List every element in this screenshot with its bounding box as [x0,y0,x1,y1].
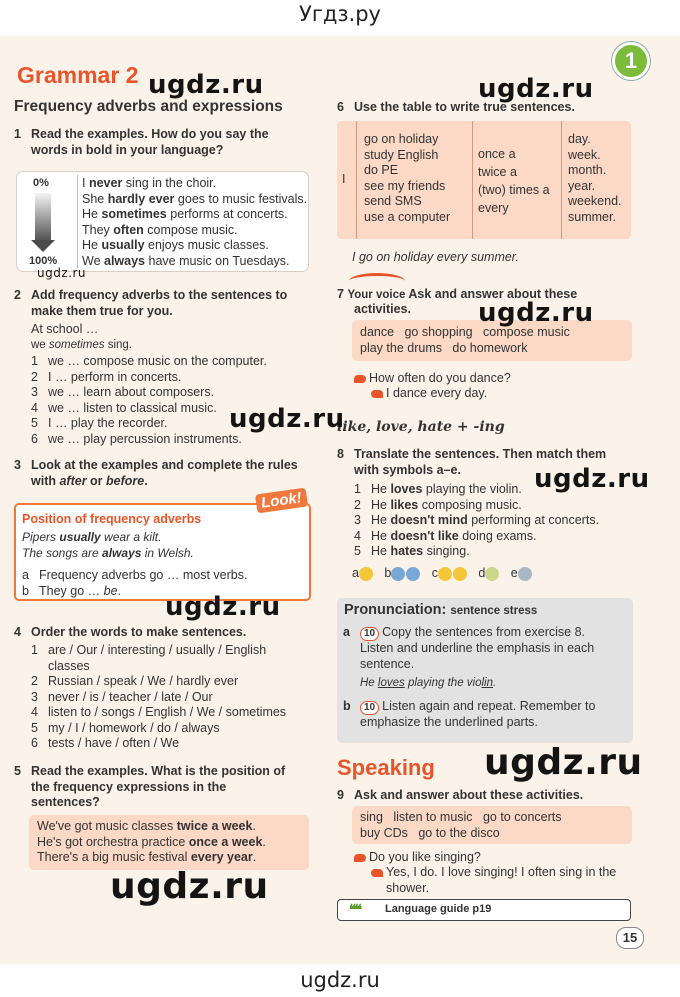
exercise-text: Look at the examples and complete the rules with after or before. [31,458,298,488]
example-sentence: we sometimes sing. [31,338,133,351]
language-guide-label[interactable]: Language guide p19 [385,903,492,915]
like-love-hate-heading: like, love, hate + -ing [337,419,505,435]
list-item: 2 I … perform in concerts. [31,369,182,384]
table-cell: every [478,201,509,215]
table-example-sentence: I go on holiday every summer. [352,250,519,264]
pron-line: emphasize the underlined parts. [360,715,538,729]
your-voice-label: Your voice [347,289,406,301]
list-item: 2 He likes composing music. [354,497,522,512]
list-item: 5 my / I / homework / do / always [31,720,220,735]
audio-track-icon: 10 [360,627,379,641]
speech-bubble-icon [354,854,366,862]
watermark-text: ugdz.ru [534,464,650,494]
list-item: 5 I … play the recorder. [31,416,168,430]
table-divider [561,121,562,239]
exercise-text: Add frequency adverbs to the sentences to make them true for you. [31,288,288,318]
watermark-text: ugdz.ru [478,74,594,104]
look-box-title: Position of frequency adverbs [22,512,202,526]
table-cell: week. [568,147,601,162]
exercise-4-instruction [14,625,304,641]
sad-face-icon [518,567,532,581]
audio-track-icon: 10 [360,701,379,715]
speech-bubble-icon [354,375,366,383]
pronunciation-part-a [343,625,594,692]
example-line: There's a big music festival every year. [37,850,257,864]
example-line: He usually enjoys music classes. [82,238,269,252]
exercise-4-items [31,643,286,752]
symbol-label: b [384,566,392,580]
happy-face-icon [453,567,467,581]
exercise-text: Ask and answer about these [408,287,578,301]
watermark-text: ugdz.ru [165,592,281,622]
watermark-text: ugdz.ru [110,866,269,907]
symbol-label: e [510,566,518,580]
pron-example: He loves playing the violin. [360,677,497,689]
example-line: We always have music on Tuesdays. [82,253,290,268]
table-cell: (two) times a [478,183,550,197]
frequency-examples-list [82,176,307,269]
table-subject: I [342,172,346,186]
table-cell: send SMS [364,194,422,208]
list-item: 6 tests / have / often / We [31,736,180,750]
words-line: play the drums do homework [360,340,528,355]
table-cell: see my friends [364,178,446,193]
pron-line: Listen and underline the emphasis in each [360,641,595,655]
example-line: I never sing in the choir. [82,176,217,190]
table-cell: year. [568,178,596,193]
table-divider [356,121,357,239]
words-line: dance go shopping compose music [360,325,570,339]
dialogue-answer [371,865,616,896]
example-line: The songs are always in Welsh. [22,545,194,560]
exercise-text: Use the table to write true sentences. [354,100,575,114]
exercise-number: 3 [14,458,21,472]
site-footer: ugdz.ru [300,968,380,992]
rule-line: b They go … be. [22,583,122,598]
watermark-text: ugdz.ru [484,742,643,783]
table-activities [364,132,450,225]
watermark-text: ugdz.ru [229,404,345,434]
example-line: He sometimes performs at concerts. [82,207,288,221]
exercise-9-instruction [337,788,627,804]
table-cell: day. [568,132,591,146]
exercise-number: 5 [14,764,21,778]
site-header: Угдз.ру [299,2,381,26]
intro-text: At school … [31,322,99,336]
table-frequency [478,145,550,217]
percent-hundred-label: 100% [29,255,58,267]
dialogue-question: Do you like singing? [354,850,481,866]
exercise-number: 9 [337,788,344,802]
watermark-text: ugdz.ru [478,298,594,328]
exercise-1-instruction [14,127,304,158]
exercise-text: Ask and answer about these activities. [354,788,584,802]
percent-zero-label: 0% [33,177,49,189]
exercise-7-words [360,325,570,356]
table-cell: do PE [364,163,399,177]
page-number: 15 [616,927,644,949]
table-cell: month. [568,163,607,177]
table-cell: use a computer [364,209,451,224]
pronunciation-part-b [343,699,595,731]
list-item: 3 never / is / teacher / late / Our [31,689,213,704]
answer-line: Yes, I do. I love singing! I often sing in the [371,865,616,881]
exercise-number: 7 [337,287,344,301]
exercise-3-instruction [14,458,304,489]
grammar-title: Grammar 2 [17,62,139,88]
pronunciation-title: Pronunciation: sentence stress [344,602,538,618]
list-item: classes [48,658,90,673]
exercise-text: Read the examples. What is the position of the frequency expressions in the sentences? [31,764,286,809]
words-line: buy CDs go to the disco [360,825,500,840]
exercise-5-examples [37,819,266,866]
table-cell: twice a [478,165,517,179]
list-item: 4 He doesn't like doing exams. [354,528,537,543]
quote-marks-icon: ❝❝ [349,901,361,917]
dialogue-question: How often do you dance? [354,371,511,387]
list-item: 3 we … learn about composers. [31,385,215,399]
exercise-text: Translate the sentences. Then match them with symbols a–e. [354,447,607,477]
happy-face-icon [438,567,452,581]
exercise-2-intro [31,322,132,353]
exercise-number: 2 [14,288,21,302]
unit-number-badge: 1 [612,42,650,80]
exercise-9-words [360,810,561,841]
neutral-face-icon [485,567,499,581]
table-cell: study English [364,147,439,162]
list-item: 1 are / Our / interesting / usually / English [31,643,267,657]
dialogue-answer: I dance every day. [371,386,487,402]
example-line: Pipers usually wear a kilt. [22,530,162,544]
table-cell: go on holiday [364,132,439,146]
pron-line: sentence. [360,656,415,671]
rule-line: a Frequency adverbs go … most verbs. [22,568,248,582]
example-line: They often compose music. [82,222,238,237]
example-line: She hardly ever goes to music festivals. [82,191,308,206]
table-cell: weekend. [568,194,622,208]
speaking-title: Speaking [337,755,435,780]
sad-face-icon [391,567,405,581]
exercise-5-instruction [14,764,294,811]
exercise-text: Read the examples. How do you say the words in bold in your language? [31,127,269,157]
watermark-text: ugdz.ru [148,70,264,100]
list-item: 1 He loves playing the violin. [354,482,522,496]
list-item: 2 Russian / speak / We / hardly ever [31,674,239,688]
exercise-number: 8 [337,447,344,461]
look-tag: Look! [255,488,308,514]
sad-face-icon [406,567,420,581]
list-item: 3 He doesn't mind performing at concerts. [354,513,600,527]
table-cell: once a [478,147,516,161]
watermark-text: ugdz.ru [37,266,86,280]
example-line: He's got orchestra practice once a week. [37,834,266,849]
exercise-number: 1 [14,127,21,141]
emotion-symbols [352,566,533,581]
frequency-arrowhead-icon [31,240,55,252]
look-box-examples [22,530,194,561]
table-periods [568,132,622,225]
table-cell: summer. [568,209,616,224]
example-line: We've got music classes twice a week. [37,819,256,833]
box-divider [77,175,78,268]
answer-line: shower. [386,880,430,895]
happy-face-icon [359,567,373,581]
exercise-number: 4 [14,625,21,639]
symbol-label: d [478,566,486,580]
list-item: 4 listen to / songs / English / We / sometimes [31,705,287,719]
frequency-scale-arrow-icon [35,193,51,241]
pron-line: b 10 Listen again and repeat. Remember to [343,699,596,713]
exercise-7-text-line2: activities. [354,302,411,316]
list-item: 6 we … play percussion instruments. [31,431,242,446]
list-item: 4 we … listen to classical music. [31,400,217,415]
list-item: 1 we … compose music on the computer. [31,354,267,368]
table-divider [472,121,473,239]
symbol-label: c [431,566,438,580]
list-item: 5 He hates singing. [354,544,470,558]
exercise-text: Order the words to make sentences. [31,625,247,639]
speech-bubble-icon [371,869,383,877]
speech-bubble-icon [371,390,383,398]
grammar-subtitle: Frequency adverbs and expressions [14,98,283,115]
exercise-2-instruction [14,288,304,319]
symbol-label: a [352,566,359,580]
pron-line: a 10 Copy the sentences from exercise 8. [343,625,585,639]
words-line: sing listen to music go to concerts [360,810,562,824]
exercise-number: 6 [337,100,344,114]
